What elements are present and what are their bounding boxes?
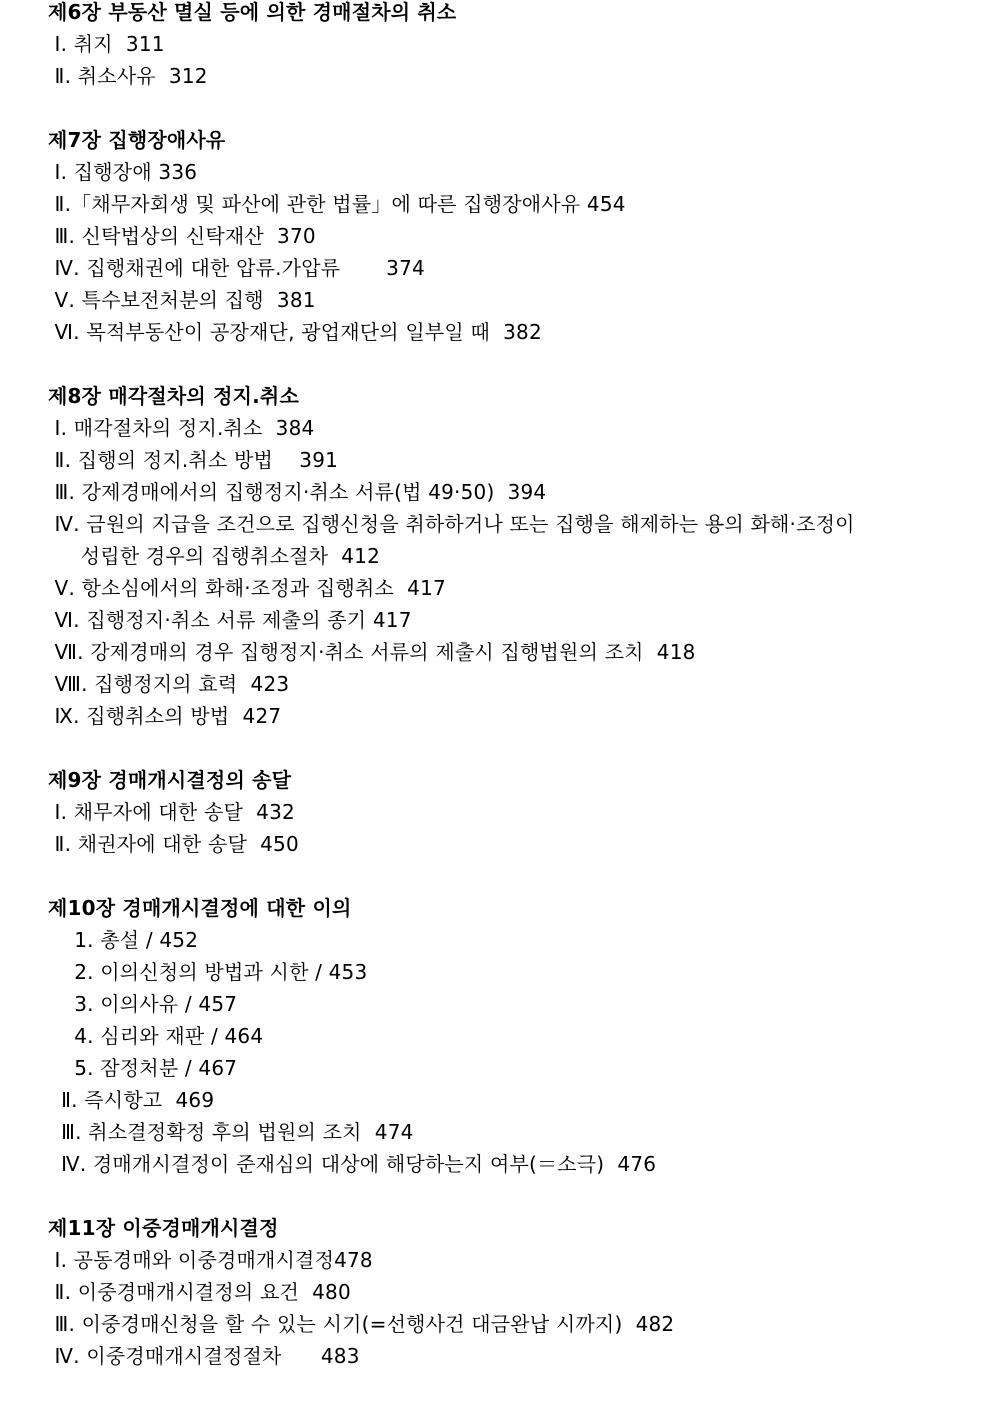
toc-item: Ⅱ. 즉시항고 469 [48, 1088, 215, 1112]
toc-item: 2. 이의신청의 방법과 시한 / 453 [48, 960, 368, 984]
toc-item: 4. 심리와 재판 / 464 [48, 1024, 264, 1048]
toc-item: Ⅴ. 항소심에서의 화해·조정과 집행취소 417 [48, 576, 446, 600]
toc-item: Ⅰ. 채무자에 대한 송달 432 [48, 800, 295, 824]
toc-item: Ⅳ. 경매개시결정이 준재심의 대상에 해당하는지 여부(＝소극) 476 [48, 1152, 657, 1176]
toc-item: Ⅳ. 이중경매개시결정절차 483 [48, 1344, 360, 1368]
toc-item: 1. 총설 / 452 [48, 928, 199, 952]
toc-item: Ⅱ. 취소사유 312 [48, 64, 208, 88]
toc-item: Ⅵ. 목적부동산이 공장재단, 광업재단의 일부일 때 382 [48, 320, 542, 344]
toc-item: Ⅳ. 집행채권에 대한 압류.가압류 374 [48, 256, 425, 280]
chapter-heading: 제11장 이중경매개시결정 [48, 1216, 279, 1240]
toc-item: 3. 이의사유 / 457 [48, 992, 238, 1016]
chapter-heading: 제6장 부동산 멸실 등에 의한 경매절차의 취소 [48, 0, 457, 24]
toc-item: Ⅲ. 신탁법상의 신탁재산 370 [48, 224, 316, 248]
toc-item: 5. 잠정처분 / 467 [48, 1056, 238, 1080]
toc-item: Ⅲ. 취소결정확정 후의 법원의 조치 474 [48, 1120, 414, 1144]
toc-item: Ⅰ. 취지 311 [48, 32, 165, 56]
toc-item: Ⅶ. 강제경매의 경우 집행정지·취소 서류의 제출시 집행법원의 조치 418 [48, 640, 696, 664]
toc-item: Ⅸ. 집행취소의 방법 427 [48, 704, 282, 728]
chapter-heading: 제8장 매각절차의 정지.취소 [48, 384, 299, 408]
toc-item: Ⅱ. 채권자에 대한 송달 450 [48, 832, 299, 856]
chapter-heading: 제9장 경매개시결정의 송달 [48, 768, 292, 792]
toc-item: Ⅱ. 집행의 정지.취소 방법 391 [48, 448, 339, 472]
toc-item: Ⅰ. 매각절차의 정지.취소 384 [48, 416, 315, 440]
toc-item: Ⅱ. 이중경매개시결정의 요건 480 [48, 1280, 351, 1304]
toc-item: Ⅰ. 집행장애 336 [48, 160, 198, 184]
chapter-heading: 제7장 집행장애사유 [48, 128, 226, 152]
chapter-heading: 제10장 경매개시결정에 대한 이의 [48, 896, 352, 920]
toc-item: Ⅲ. 강제경매에서의 집행정지·취소 서류(법 49·50) 394 [48, 480, 547, 504]
toc-item: Ⅴ. 특수보전처분의 집행 381 [48, 288, 316, 312]
toc-item: Ⅷ. 집행정지의 효력 423 [48, 672, 290, 696]
toc-item: Ⅳ. 금원의 지급을 조건으로 집행신청을 취하하거나 또는 집행을 해제하는 용의 화해·조정이 [48, 512, 855, 536]
toc-item: Ⅲ. 이중경매신청을 할 수 있는 시기(=선행사건 대금완납 시까지) 482 [48, 1312, 675, 1336]
toc-item: 성립한 경우의 집행취소절차 412 [48, 544, 381, 568]
toc-item: Ⅵ. 집행정지·취소 서류 제출의 종기 417 [48, 608, 412, 632]
toc-item: Ⅰ. 공동경매와 이중경매개시결정478 [48, 1248, 373, 1272]
toc-item: Ⅱ.「채무자회생 및 파산에 관한 법률」에 따른 집행장애사유 454 [48, 192, 626, 216]
